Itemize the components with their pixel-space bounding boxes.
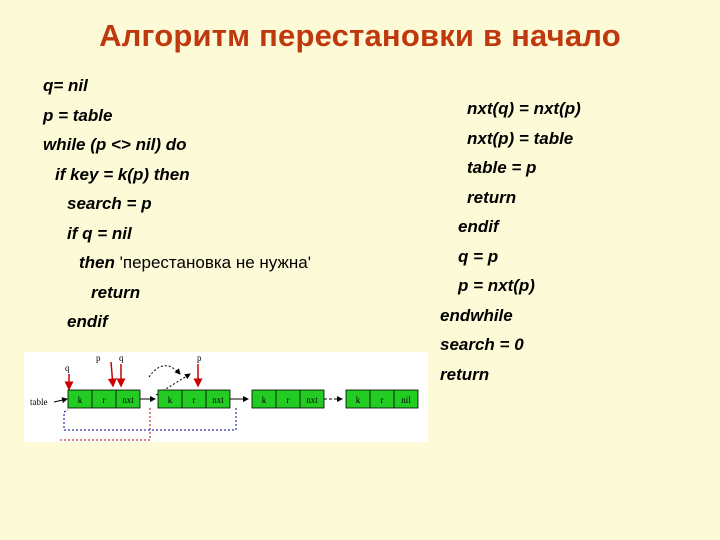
- pointer-label-q-left: q: [65, 363, 70, 373]
- code-text: then: [79, 253, 115, 272]
- code-text: return: [91, 282, 141, 302]
- code-line: [43, 219, 311, 249]
- code-line: [440, 183, 581, 213]
- list-node: [68, 390, 140, 408]
- code-text: nxt(q) = nxt(p): [467, 99, 581, 118]
- node-key-text: k: [167, 395, 173, 405]
- linked-list-diagram: [24, 352, 428, 442]
- node-next-text: nxt: [212, 395, 224, 405]
- code-line: [440, 153, 581, 183]
- node-next-text: nxt: [306, 395, 318, 405]
- code-line: [440, 242, 581, 272]
- code-line: [440, 212, 581, 242]
- code-line: [440, 360, 581, 390]
- diagram-svg: [24, 352, 428, 442]
- code-text: return: [467, 187, 517, 207]
- node-r-text: r: [286, 395, 290, 405]
- code-text: endwhile: [440, 305, 513, 325]
- code-text: table = p: [467, 158, 537, 177]
- slide-title: Алгоритм перестановки в начало: [99, 18, 621, 53]
- code-line: [43, 71, 311, 101]
- node-next-text: nxt: [122, 395, 134, 405]
- code-line: [43, 307, 311, 337]
- code-line: [43, 160, 311, 190]
- code-block-left: [43, 71, 311, 337]
- code-text: endif: [458, 217, 499, 236]
- relink-curve-arrow-left: [149, 366, 180, 377]
- table-label: table: [30, 397, 48, 407]
- pointer-label-p-right: p: [197, 353, 202, 363]
- code-text: if key = k(p) then: [55, 164, 190, 184]
- code-line: [440, 271, 581, 301]
- code-text: p = nxt(p): [458, 276, 535, 295]
- list-node: [346, 390, 418, 408]
- code-line: [440, 330, 581, 360]
- code-line: [440, 124, 581, 154]
- code-line: [440, 94, 581, 124]
- node-r-text: r: [192, 395, 196, 405]
- code-text: nxt(p) = table: [467, 128, 574, 148]
- code-line: [43, 189, 311, 219]
- relink-dotted-path-blue: [64, 408, 236, 430]
- pointer-label-q-top: q: [119, 353, 124, 363]
- list-node: [252, 390, 324, 408]
- code-text: while (p <> nil) do: [43, 135, 187, 154]
- code-line: [43, 248, 311, 278]
- node-key-text: k: [261, 395, 267, 405]
- code-line: [43, 130, 311, 160]
- table-arrow: [54, 399, 67, 402]
- code-text: q= nil: [43, 76, 88, 95]
- node-key-text: k: [77, 395, 83, 405]
- code-block-right: [440, 94, 581, 389]
- code-line: [43, 278, 311, 308]
- node-r-text: r: [380, 395, 384, 405]
- code-text: if q = nil: [67, 223, 132, 243]
- pointer-arrow-p-top: [111, 362, 113, 386]
- code-text: search = p: [67, 194, 152, 213]
- code-text: search = 0: [440, 335, 524, 354]
- relink-dotted-path-red: [60, 408, 150, 440]
- code-text: endif: [67, 312, 108, 331]
- code-line: [43, 101, 311, 131]
- code-line: [440, 301, 581, 331]
- code-text: p = table: [43, 105, 113, 125]
- node-key-text: k: [355, 395, 361, 405]
- pointer-label-p-top: p: [96, 353, 101, 363]
- list-node: [158, 390, 230, 408]
- code-comment: 'перестановка не нужна': [114, 253, 311, 272]
- node-r-text: r: [102, 395, 106, 405]
- node-next-text: nil: [401, 395, 411, 405]
- code-text: return: [440, 364, 490, 384]
- code-text: q = p: [458, 246, 499, 266]
